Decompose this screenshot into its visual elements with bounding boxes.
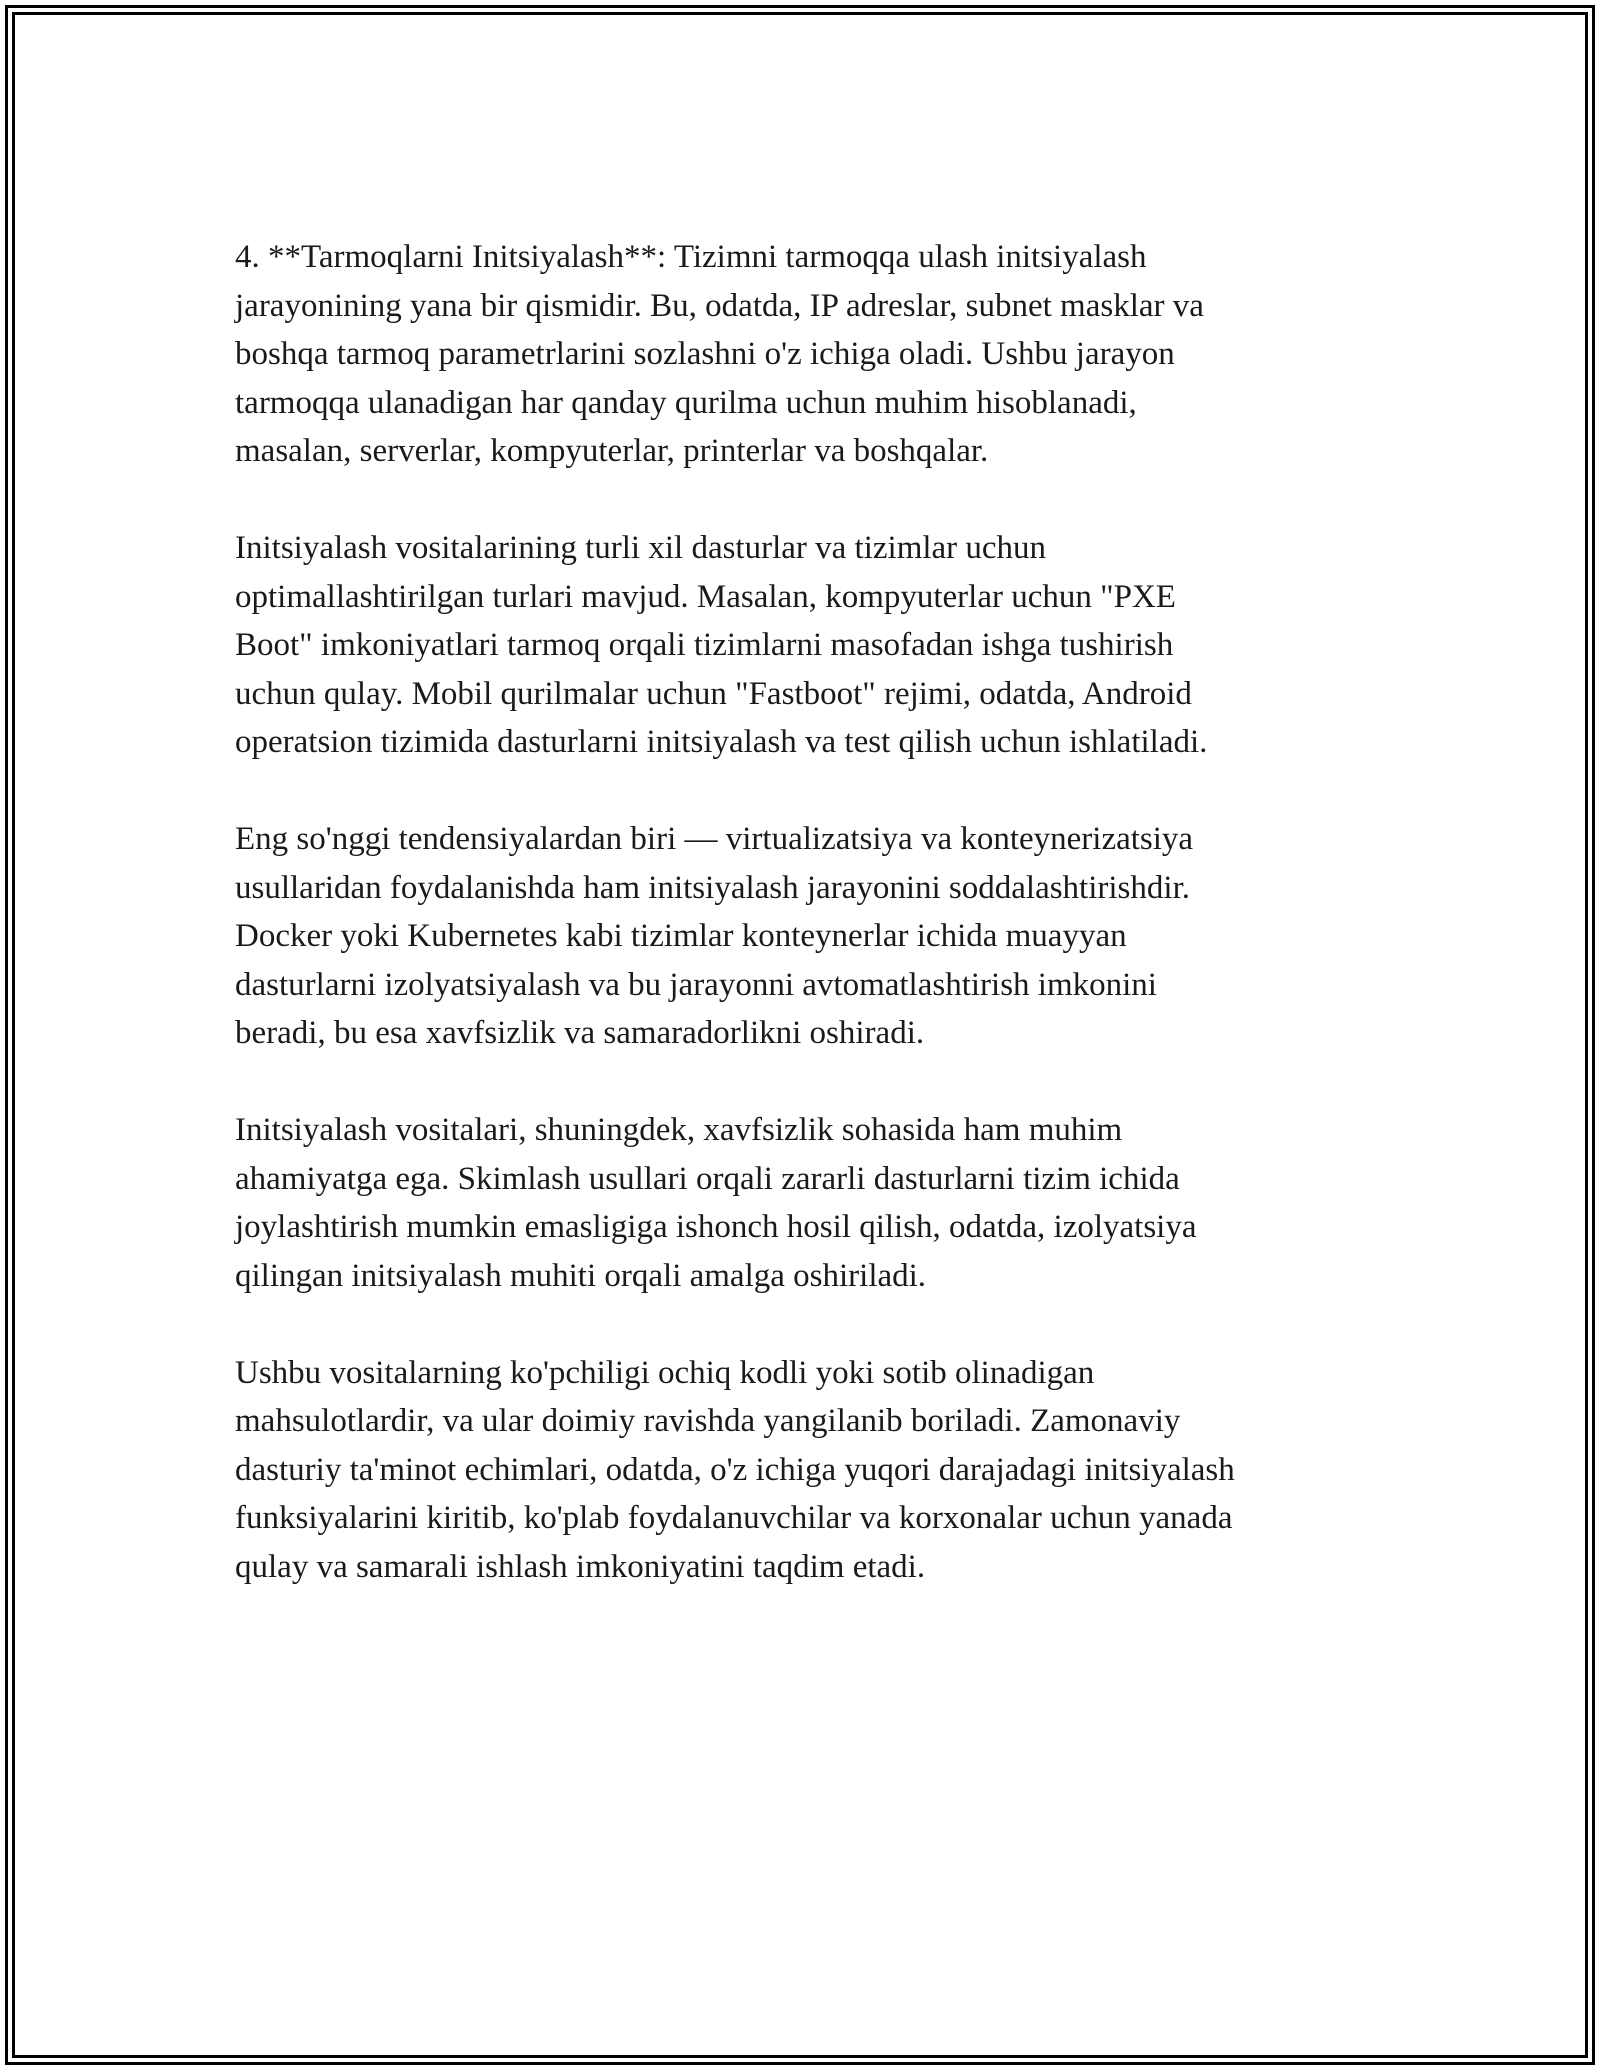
paragraph-network-initialization: 4. **Tarmoqlarni Initsiyalash**: Tizimni tarmoqqa ulash initsiyalash jarayonining yana bir qismidir. Bu, odatda, IP adreslar, subnet masklar va boshqa tarmoq parametrlarini sozlashni o'z ichiga oladi. Ushbu jarayon tarmoqqa ulanadigan har qanday qurilma uchun muhim hisoblanadi, masalan, serverlar, kompyuterlar, printerlar va boshqalar. <box>235 239 1204 469</box>
paragraph-security: Initsiyalash vositalari, shuningdek, xavfsizlik sohasida ham muhim ahamiyatga ega. Skimlash usullari orqali zararli dasturlarni tizim ichida joylashtirish mumkin emasligiga ishonch hosil qilish, odatda, izolyatsiya qilingan initsiyalash muhiti orqali amalga oshiriladi. <box>235 1112 1197 1294</box>
paragraph-virtualization-trends: Eng so'nggi tendensiyalardan biri — virtualizatsiya va konteynerizatsiya usullaridan foydalanishda ham initsiyalash jarayonini soddalashtirishdir. Docker yoki Kubernetes kabi tizimlar konteynerlar ichida muayyan dasturlarni izolyatsiyalash va bu jarayonni avtomatlashtirish imkonini beradi, bu esa xavfsizlik va samaradorlikni oshiradi. <box>235 821 1194 1051</box>
document-body <box>235 233 1385 1640</box>
paragraph-open-source-products: Ushbu vositalarning ko'pchiligi ochiq kodli yoki sotib olinadigan mahsulotlardir, va ular doimiy ravishda yangilanib boriladi. Zamonaviy dasturiy ta'minot echimlari, odatda, o'z ichiga yuqori darajadagi initsiyalash funksiyalarini kiritib, ko'plab foydalanuvchilar va korxonalar uchun yanada qulay va samarali ishlash imkoniyatini taqdim etadi. <box>235 1354 1235 1585</box>
paragraph-initialization-tools: Initsiyalash vositalarining turli xil dasturlar va tizimlar uchun optimallashtirilgan turlari mavjud. Masalan, kompyuterlar uchun "PXE Boot" imkoniyatlari tarmoq orqali tizimlarni masofadan ishga tushirish uchun qulay. Mobil qurilmalar uchun "Fastboot" rejimi, odatda, Android operatsion tizimida dasturlarni initsiyalash va test qilish uchun ishlatiladi. <box>235 530 1208 760</box>
